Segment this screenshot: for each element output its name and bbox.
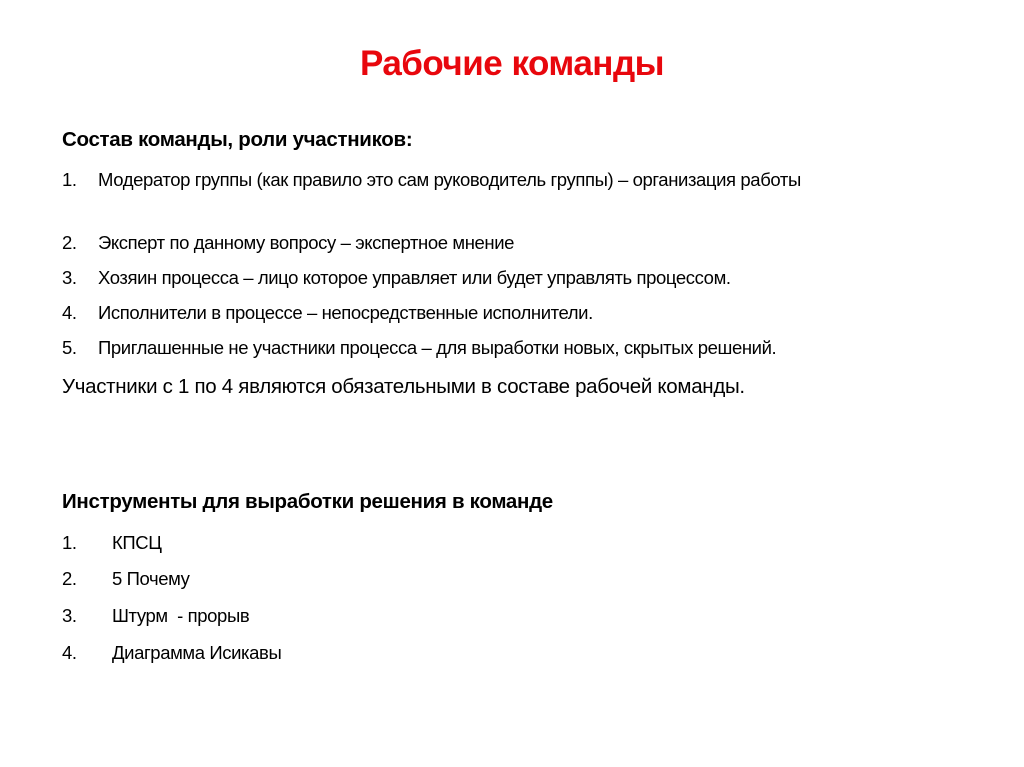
list-number: 5. (62, 337, 77, 358)
list-number: 4. (62, 302, 77, 323)
list-item (62, 300, 958, 326)
list-item (62, 167, 898, 193)
list-item (62, 335, 958, 361)
list-text: Диаграмма Исикавы (112, 642, 282, 663)
list-item (62, 230, 958, 256)
list-number: 3. (62, 267, 77, 288)
list-number: 4. (62, 642, 77, 663)
list-number: 3. (62, 605, 77, 626)
list-item (62, 640, 972, 666)
list-number: 1. (62, 169, 77, 190)
list-item (62, 265, 958, 291)
list-text: Приглашенные не участники процесса – для выработки новых, скрытых решений. (98, 337, 777, 358)
list-text: Хозяин процесса – лицо которое управляет или будет управлять процессом. (98, 267, 731, 288)
list-item (62, 530, 972, 556)
slide-title: Рабочие команды (359, 44, 665, 83)
list-number: 2. (62, 568, 77, 589)
list-text: 5 Почему (112, 568, 190, 589)
list-text: Исполнители в процессе – непосредственные исполнители. (98, 302, 593, 323)
list-item (62, 566, 972, 592)
list-text: Модератор группы (как правило это сам руководитель группы) – организация работы (98, 169, 801, 190)
mandatory-note: Участники с 1 по 4 являются обязательными в составе рабочей команды. (62, 375, 745, 398)
list-text: Штурм - прорыв (112, 605, 250, 626)
list-number: 2. (62, 232, 77, 253)
list-number: 1. (62, 532, 77, 553)
section-heading-tools: Инструменты для выработки решения в команде (62, 490, 553, 513)
section-heading-team-composition: Состав команды, роли участников: (62, 128, 413, 151)
list-item (62, 603, 972, 629)
list-text: КПСЦ (112, 532, 162, 553)
list-text: Эксперт по данному вопросу – экспертное мнение (98, 232, 515, 253)
